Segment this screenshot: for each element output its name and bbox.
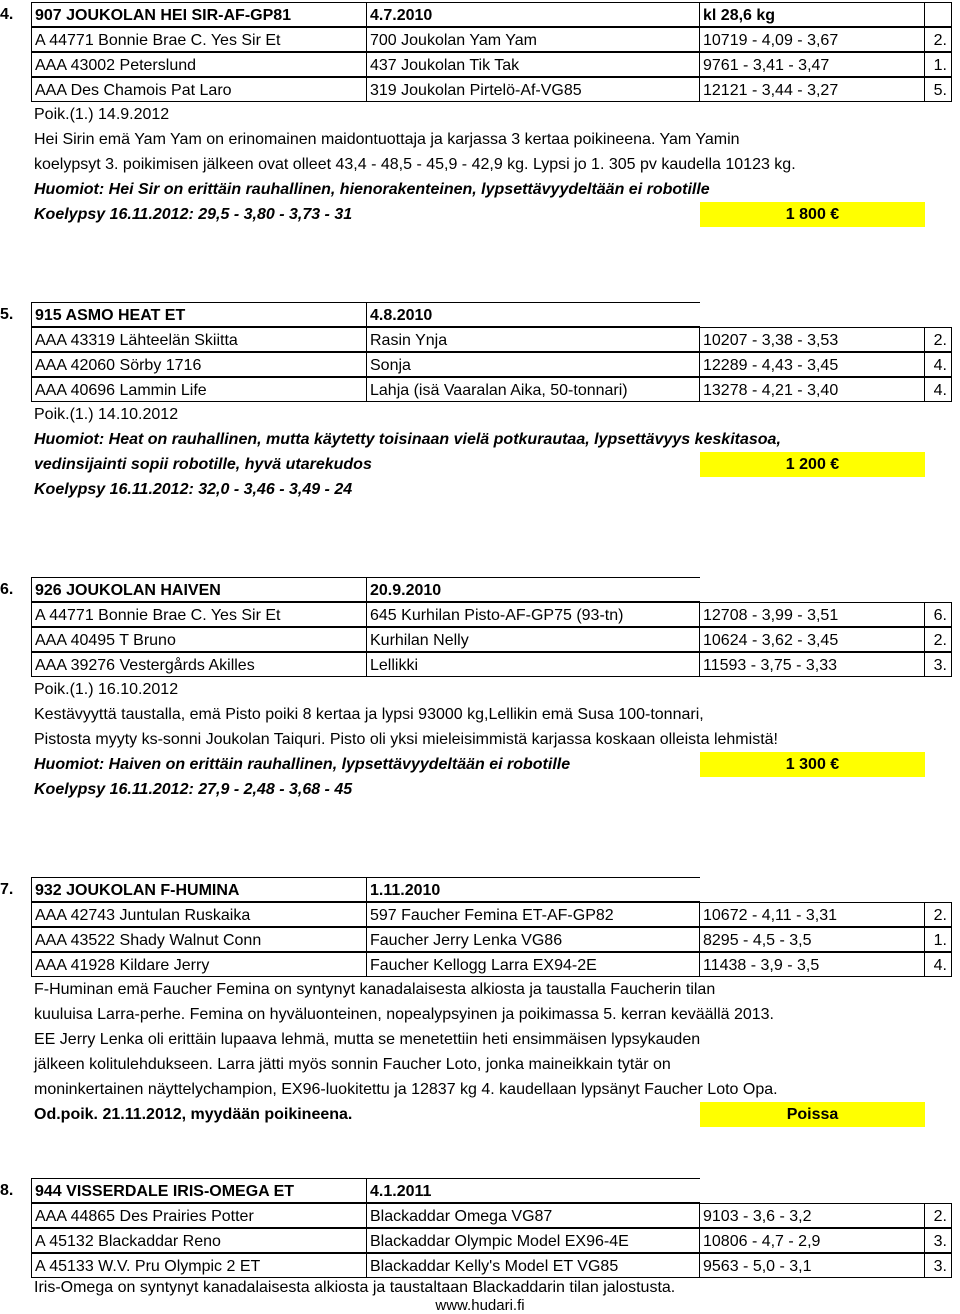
animal-name: 915 ASMO HEAT ET: [31, 302, 367, 327]
footer-url[interactable]: www.hudari.fi: [435, 1297, 525, 1314]
birth-date: 20.9.2010: [366, 577, 700, 602]
price: 1 800 €: [700, 202, 925, 227]
test-milking: Koelypsy 16.11.2012: 27,9 - 2,48 - 3,68 - 45: [34, 781, 353, 798]
description-line: Hei Sirin emä Yam Yam on erinomainen maidontuottaja ja karjassa 3 kertaa poikineena. Yam Yamin: [34, 131, 740, 148]
price-status: Poissa: [700, 1102, 925, 1127]
yield: 9563 - 5,0 - 3,1: [699, 1253, 925, 1278]
lactation: 1.: [924, 52, 952, 77]
yield: 9103 - 3,6 - 3,2: [699, 1203, 925, 1228]
pedigree-row: [0, 602, 960, 627]
remarks-line: vedinsijainti sopii robotille, hyvä utarekudos: [34, 456, 372, 473]
yield: 10207 - 3,38 - 3,53: [699, 327, 925, 352]
section-number: 7.: [0, 881, 14, 898]
lactation: 2.: [924, 327, 952, 352]
yield: 10719 - 4,09 - 3,67: [699, 27, 925, 52]
sire: A 44771 Bonnie Brae C. Yes Sir Et: [31, 27, 367, 52]
sire: AAA 42743 Juntulan Ruskaika: [31, 902, 367, 927]
section-number: 6.: [0, 581, 14, 598]
sire: AAA 40495 T Bruno: [31, 627, 367, 652]
yield: 10672 - 4,11 - 3,31: [699, 902, 925, 927]
section-header: [0, 2, 960, 27]
dam: Blackaddar Kelly's Model ET VG85: [366, 1253, 700, 1278]
dam: Lahja (isä Vaaralan Aika, 50-tonnari): [366, 377, 700, 402]
sire: AAA 41928 Kildare Jerry: [31, 952, 367, 977]
description-line: EE Jerry Lenka oli erittäin lupaava lehmä, mutta se menetettiin heti ensimmäisen lypsykauden: [34, 1031, 701, 1048]
remarks-line: Huomiot: Haiven on erittäin rauhallinen, lypsettävyydeltään ei robotille: [34, 756, 571, 773]
yield: 12121 - 3,44 - 3,27: [699, 77, 925, 102]
pedigree-row: [0, 327, 960, 352]
calving-date: Poik.(1.) 14.10.2012: [34, 406, 179, 423]
dam: Faucher Jerry Lenka VG86: [366, 927, 700, 952]
description-line: moninkertainen näyttelychampion, EX96-luokitettu ja 12837 kg 4. kaudellaan lypsänyt Faucher Loto Opa.: [34, 1081, 778, 1098]
section-number: 8.: [0, 1182, 14, 1199]
lactation: 4.: [924, 377, 952, 402]
pedigree-row: [0, 927, 960, 952]
yield: 10624 - 3,62 - 3,45: [699, 627, 925, 652]
header-empty-cell: [924, 2, 952, 27]
pedigree-row: [0, 27, 960, 52]
dam: 597 Faucher Femina ET-AF-GP82: [366, 902, 700, 927]
sire: AAA 43522 Shady Walnut Conn: [31, 927, 367, 952]
section-header: [0, 302, 960, 327]
description-line: kuuluisa Larra-perhe. Femina on hyväluonteinen, nopealypsyinen ja poikimassa 5. kerran keväällä 2013.: [34, 1006, 774, 1023]
lactation: 3.: [924, 1228, 952, 1253]
pedigree-row: [0, 902, 960, 927]
dam: Blackaddar Olympic Model EX96-4E: [366, 1228, 700, 1253]
dam: Sonja: [366, 352, 700, 377]
yield: 13278 - 4,21 - 3,40: [699, 377, 925, 402]
lactation: 1.: [924, 927, 952, 952]
dam: 700 Joukolan Yam Yam: [366, 27, 700, 52]
animal-name: 907 JOUKOLAN HEI SIR-AF-GP81: [31, 2, 367, 27]
pedigree-row: [0, 952, 960, 977]
sire: AAA 40696 Lammin Life: [31, 377, 367, 402]
sire: AAA 39276 Vestergårds Akilles: [31, 652, 367, 677]
lactation: 5.: [924, 77, 952, 102]
pedigree-row: [0, 52, 960, 77]
birth-date: 1.11.2010: [366, 877, 700, 902]
remarks-line: Huomiot: Hei Sir on erittäin rauhallinen, hienorakenteinen, lypsettävyydeltään ei robotille: [34, 181, 710, 198]
section-header: [0, 1178, 960, 1203]
due-date: Od.poik. 21.11.2012, myydään poikineena.: [34, 1106, 353, 1123]
yield: 11438 - 3,9 - 3,5: [699, 952, 925, 977]
price: 1 200 €: [700, 452, 925, 477]
lactation: 3.: [924, 1253, 952, 1278]
sire: A 45132 Blackaddar Reno: [31, 1228, 367, 1253]
lactation: 2.: [924, 902, 952, 927]
section-header: [0, 877, 960, 902]
yield: 8295 - 4,5 - 3,5: [699, 927, 925, 952]
lactation: 2.: [924, 27, 952, 52]
dam: 437 Joukolan Tik Tak: [366, 52, 700, 77]
birth-date: 4.1.2011: [366, 1178, 700, 1203]
dam: 645 Kurhilan Pisto-AF-GP75 (93-tn): [366, 602, 700, 627]
yield: 12289 - 4,43 - 3,45: [699, 352, 925, 377]
test-milking: Koelypsy 16.11.2012: 29,5 - 3,80 - 3,73 - 31: [34, 206, 353, 223]
animal-name: 926 JOUKOLAN HAIVEN: [31, 577, 367, 602]
pedigree-row: [0, 77, 960, 102]
sire: AAA 42060 Sörby 1716: [31, 352, 367, 377]
section-number: 4.: [0, 6, 14, 23]
pedigree-row: [0, 1253, 960, 1278]
calving-date: Poik.(1.) 14.9.2012: [34, 106, 170, 123]
sire: AAA 44865 Des Prairies Potter: [31, 1203, 367, 1228]
sire: AAA 43002 Peterslund: [31, 52, 367, 77]
yield: 12708 - 3,99 - 3,51: [699, 602, 925, 627]
lactation: 3.: [924, 652, 952, 677]
sire: A 44771 Bonnie Brae C. Yes Sir Et: [31, 602, 367, 627]
remarks-line: Huomiot: Heat on rauhallinen, mutta käytetty toisinaan vielä potkurautaa, lypsettävyys keskitasoa,: [34, 431, 781, 448]
dam: Faucher Kellogg Larra EX94-2E: [366, 952, 700, 977]
pedigree-row: [0, 1203, 960, 1228]
lactation: 2.: [924, 627, 952, 652]
dam: Kurhilan Nelly: [366, 627, 700, 652]
price: 1 300 €: [700, 752, 925, 777]
pedigree-row: [0, 377, 960, 402]
description-line: jälkeen kolitulehdukseen. Larra jätti myös sonnin Faucher Loto, jonka maineikkain tytär on: [34, 1056, 671, 1073]
description-line: Pistosta myyty ks-sonni Joukolan Taiquri. Pisto oli yksi mieleisimmistä karjassa koskaan olleista lehmistä!: [34, 731, 778, 748]
birth-date: 4.7.2010: [366, 2, 700, 27]
sire: AAA 43319 Lähteelän Skiitta: [31, 327, 367, 352]
yield: 10806 - 4,7 - 2,9: [699, 1228, 925, 1253]
description-line: Iris-Omega on syntynyt kanadalaisesta alkiosta ja taustaltaan Blackaddarin tilan jalostusta.: [34, 1279, 676, 1296]
lactation: 2.: [924, 1203, 952, 1228]
dam: Lellikki: [366, 652, 700, 677]
animal-name: 944 VISSERDALE IRIS-OMEGA ET: [31, 1178, 367, 1203]
calving-date: Poik.(1.) 16.10.2012: [34, 681, 179, 698]
description-line: Kestävyyttä taustalla, emä Pisto poiki 8 kertaa ja lypsi 93000 kg,Lellikin emä Susa 100-tonnari,: [34, 706, 704, 723]
lactation: 6.: [924, 602, 952, 627]
sire: A 45133 W.V. Pru Olympic 2 ET: [31, 1253, 367, 1278]
description-line: F-Huminan emä Faucher Femina on syntynyt kanadalaisesta alkiosta ja taustalla Faucherin tilan: [34, 981, 716, 998]
test-milking: Koelypsy 16.11.2012: 32,0 - 3,46 - 3,49 - 24: [34, 481, 353, 498]
pedigree-row: [0, 627, 960, 652]
sire: AAA Des Chamois Pat Laro: [31, 77, 367, 102]
lactation: 4.: [924, 352, 952, 377]
dam: Rasin Ynja: [366, 327, 700, 352]
pedigree-row: [0, 1228, 960, 1253]
pedigree-row: [0, 652, 960, 677]
yield: 9761 - 3,41 - 3,47: [699, 52, 925, 77]
section-number: 5.: [0, 306, 14, 323]
yield: 11593 - 3,75 - 3,33: [699, 652, 925, 677]
birth-date: 4.8.2010: [366, 302, 700, 327]
section-header: [0, 577, 960, 602]
lactation: 4.: [924, 952, 952, 977]
pedigree-row: [0, 352, 960, 377]
birth-weight: kl 28,6 kg: [699, 2, 925, 27]
dam: Blackaddar Omega VG87: [366, 1203, 700, 1228]
description-line: koelypsyt 3. poikimisen jälkeen ovat olleet 43,4 - 48,5 - 45,9 - 42,9 kg. Lypsi jo 1. 305 pv kaudella 10123 kg.: [34, 156, 796, 173]
animal-name: 932 JOUKOLAN F-HUMINA: [31, 877, 367, 902]
dam: 319 Joukolan Pirtelö-Af-VG85: [366, 77, 700, 102]
